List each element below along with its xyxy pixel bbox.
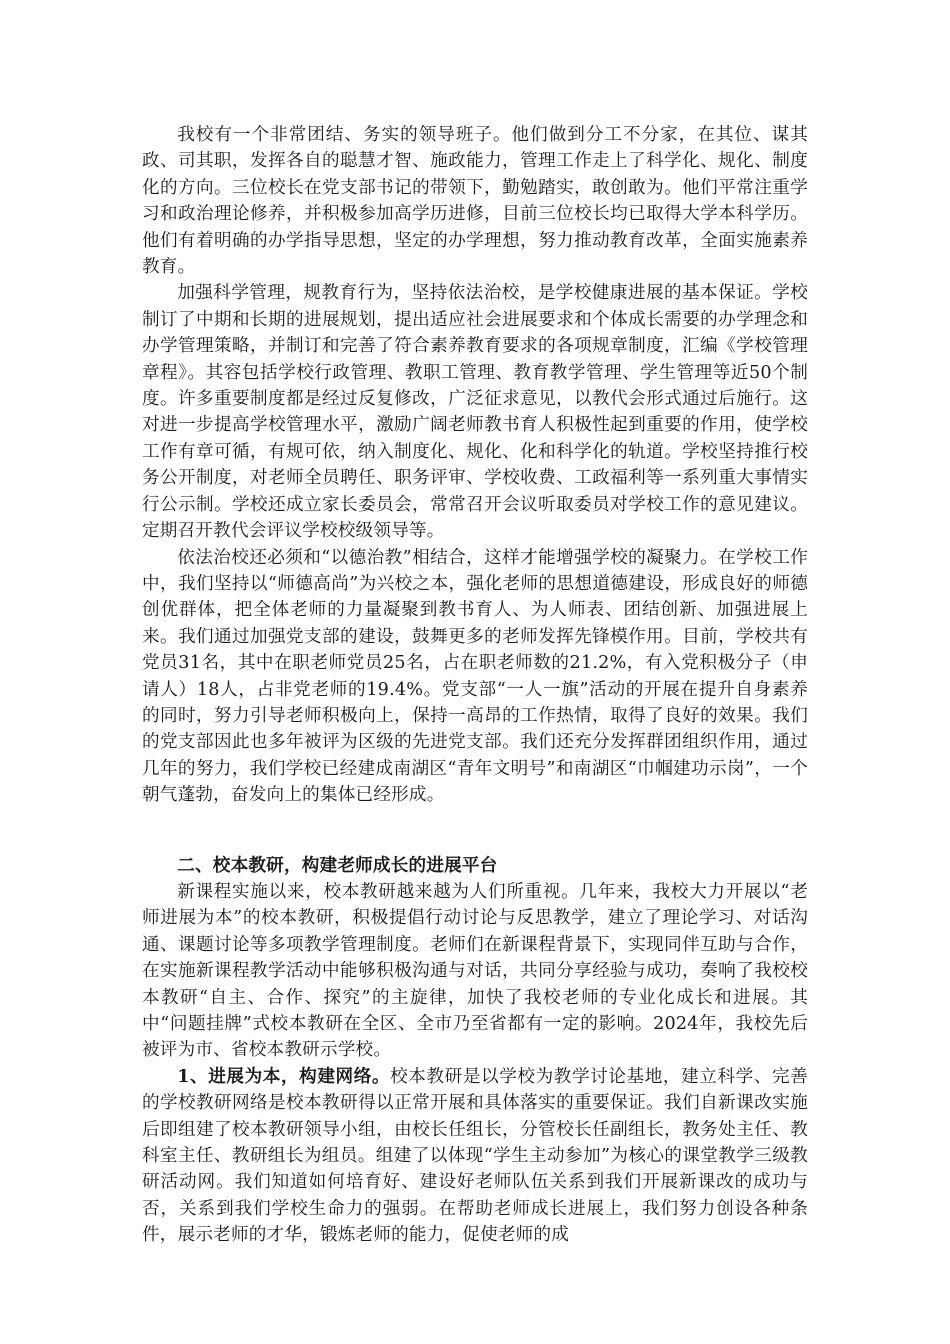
paragraph-management: 加强科学管理，规教育行为，坚持依法治校，是学校健康进展的基本保证。学校制订了中期和长期的进展规划，提出适应社会进展要求和个体成长需要的办学理念和办学管理策略，并制订和完善了符合素养教育要求的各项规章制度，汇编《学校管理章程》。其容包括学校行政管理、教职工管理、教育教学管理、学生管理等近50个制度。许多重要制度都是经过反复修改，广泛征求意见，以教代会形式通过后施行。这对进一步提高学校管理水平，激励广阔老师教书育人积极性起到重要的作用，使学校工作有章可循，有规可依，纳入制度化、规化、化和科学化的轨道。学校坚持推行校务公开制度，对老师全员聘任、职务评审、学校收费、工政福利等一系列重大事情实行公示制。学校还成立家长委员会，常常召开会议听取委员对学校工作的意见建议。定期召开教代会评议学校校级领导等。 [142, 283, 808, 542]
paragraph-rule-by-law: 依法治校还必须和“以德治教”相结合，这样才能增强学校的凝聚力。在学校工作中，我们坚持以“师德高尚”为兴校之本，强化老师的思想道德建设，形成良好的师德创优群体，把全体老师的力量凝聚到教书育人、为人师表、团结创新、加强进展上来。我们通过加强党支部的建设，鼓舞更多的老师发挥先锋模作用。目前，学校共有党员31名，其中在职老师党员25名，占在职老师数的21.2%，有入党积极分子（申请人）18人，占非党老师的19.4%。党支部“一人一旗”活动的开展在提升自身素养的同时，努力引导老师积极向上，保持一高昂的工作热情，取得了良好的效果。我们的党支部因此也多年被评为区级的先进党支部。我们还充分发挥群团组织作用，通过几年的努力，我们学校已经建成南湖区“青年文明号”和南湖区“巾帼建功示岗”，一个朝气蓬勃，奋发向上的集体已经形成。 [142, 547, 808, 806]
paragraph-leadership: 我校有一个非常团结、务实的领导班子。他们做到分工不分家，在其位、谋其政、司其职，发挥各自的聪慧才智、施政能力，管理工作走上了科学化、规化、制度化的方向。三位校长在党支部书记的带领下，勤勉踏实，敢创敢为。他们平常注重学习和政治理论修养，并积极参加高学历进修，目前三位校长均已取得大学本科学历。他们有着明确的办学指导思想，坚定的办学理想，努力推动教育改革，全面实施素养教育。 [142, 125, 808, 278]
paragraph-school-research: 新课程实施以来，校本教研越来越为人们所重视。几年来，我校大力开展以“老师进展为本”的校本教研，积极提倡行动讨论与反思教学，建立了理论学习、对话沟通、课题讨论等多项教学管理制度。老师们在新课程背景下，实现同伴互助与合作，在实施新课程教学活动中能够积极沟通与对话，共同分享经验与成功，奏响了我校校本教研“自主、合作、探究”的主旋律，加快了我校老师的专业化成长和进展。其中“问题挂牌”式校本教研在全区、全市乃至省都有一定的影响。2024年，我校先后被评为市、省校本教研示学校。 [142, 881, 808, 1061]
subsection-text: 校本教研是以学校为教学讨论基地，建立科学、完善的学校教研网络是校本教研得以正常开展和具体落实的重要保证。我们自新课改实施后即组建了校本教研领导小组，由校长任组长，分管校长任副组长，教务处主任、教科室主任、教研组长为组员。组建了以体现“学生主动参加”为核心的课堂教学三级教研活动网。我们知道如何培育好、建设好老师队伍关系到我们开展新课改的成功与否，关系到我们学校生命力的强弱。在帮助老师成长进展上，我们努力创设各种条件，展示老师的才华，锻炼老师的能力，促使老师的成 [142, 1066, 808, 1246]
section-spacer [142, 809, 808, 853]
document-page [142, 122, 808, 1249]
subsection-lead: 1、进展为本，构建网络。 [177, 1065, 391, 1087]
section-heading: 二、校本教研，构建老师成长的进展平台 [177, 854, 498, 876]
paragraph-network [142, 1064, 808, 1249]
